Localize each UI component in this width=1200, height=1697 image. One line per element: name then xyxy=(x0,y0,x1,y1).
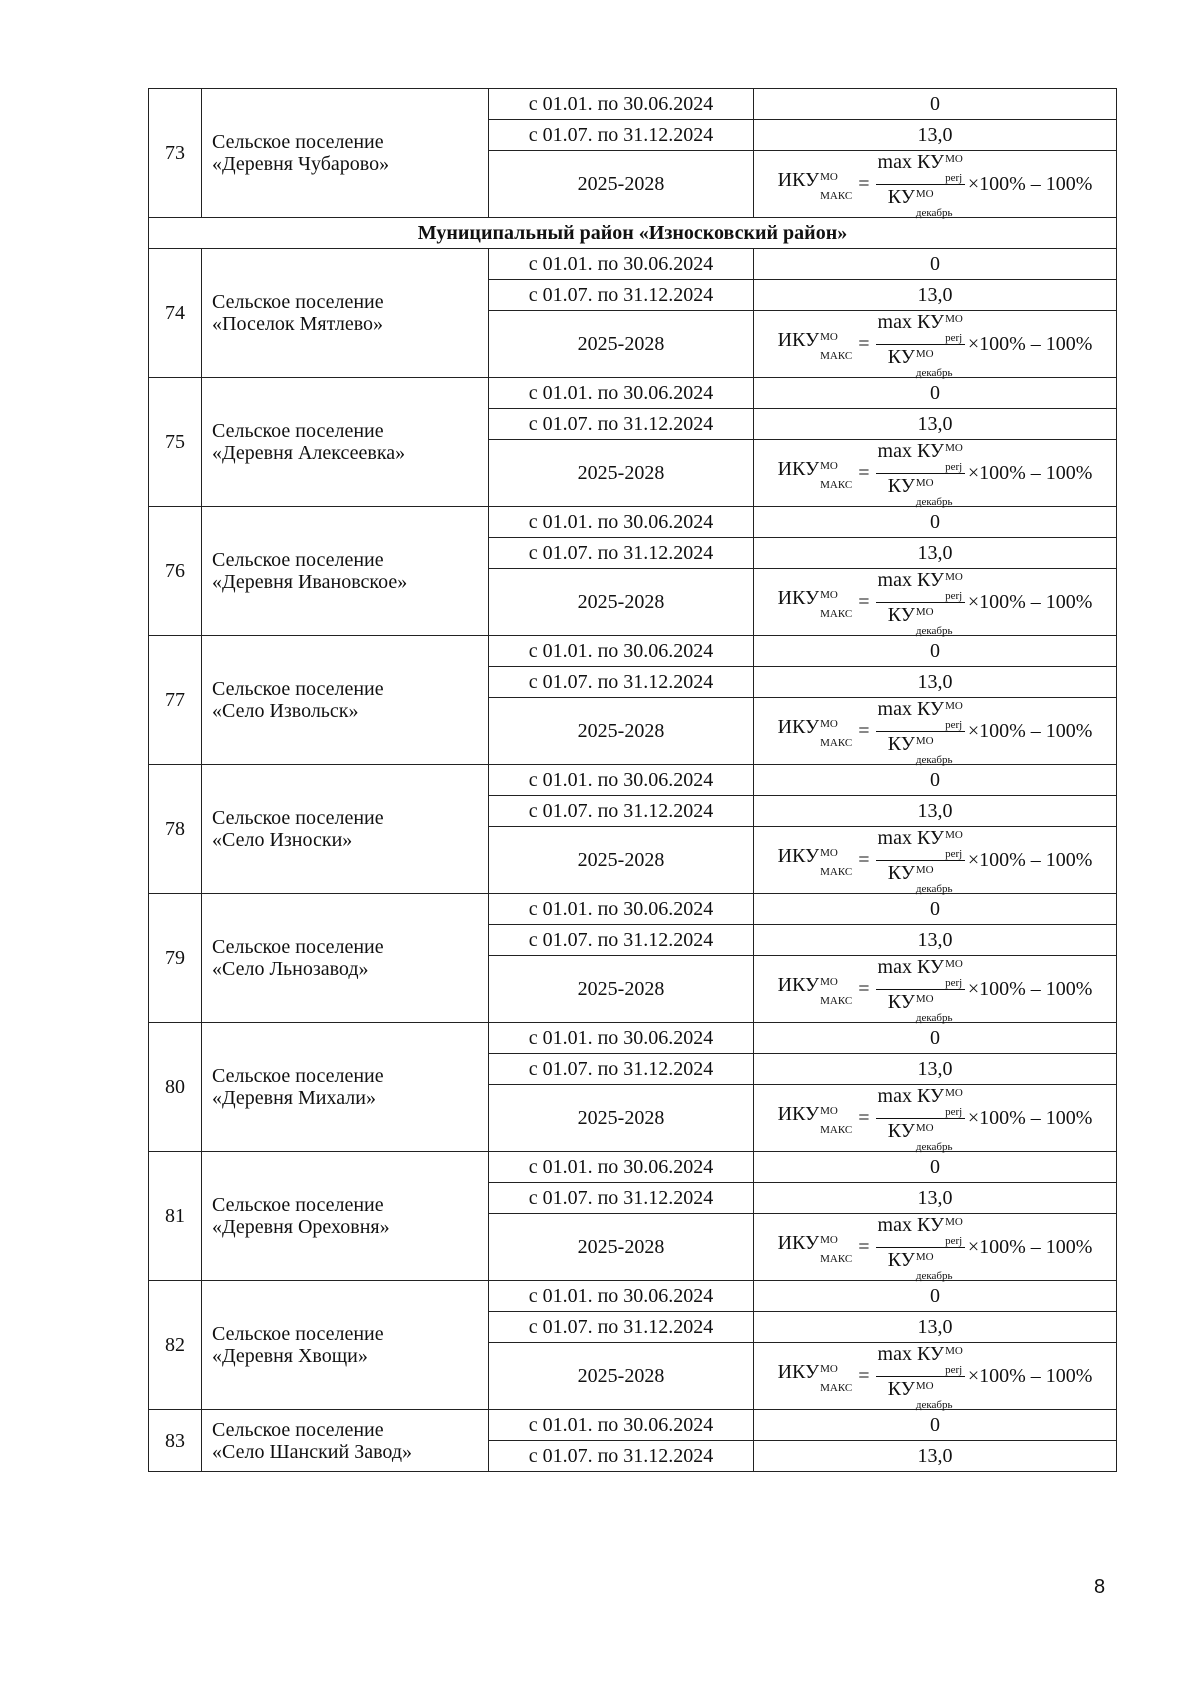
table-row xyxy=(149,765,1117,796)
table-row xyxy=(149,378,1117,409)
formula-cell xyxy=(754,440,1117,507)
value-cell: 13,0 xyxy=(754,1312,1117,1343)
index-formula: ИКУ МО МАКС = max КУ МО perj КУ МО декабрь ×100% – 100% xyxy=(777,569,1093,637)
period-cell: с 01.07. по 31.12.2024 xyxy=(489,667,754,698)
formula-lhs: ИКУ xyxy=(777,586,820,609)
index-formula: ИКУ МО МАКС = max КУ МО perj КУ МО декабрь ×100% – 100% xyxy=(777,827,1093,895)
section-title: Муниципальный район «Износковский район» xyxy=(149,218,1117,249)
value-cell: 13,0 xyxy=(754,925,1117,956)
formula-lhs: ИКУ xyxy=(777,457,820,480)
row-number: 79 xyxy=(149,894,202,1023)
value-cell: 13,0 xyxy=(754,280,1117,311)
value-cell: 0 xyxy=(754,1281,1117,1312)
settlement-title: «Поселок Мятлево» xyxy=(212,313,384,335)
formula-cell xyxy=(754,1343,1117,1410)
section-row xyxy=(149,218,1117,249)
formula-cell xyxy=(754,569,1117,636)
table-row xyxy=(149,1410,1117,1441)
period-cell: с 01.01. по 30.06.2024 xyxy=(489,894,754,925)
formula-lhs: ИКУ xyxy=(777,1360,820,1383)
page-number: 8 xyxy=(1094,1576,1106,1598)
formula-cell xyxy=(754,698,1117,765)
period-cell: с 01.07. по 31.12.2024 xyxy=(489,409,754,440)
table-row xyxy=(149,89,1117,120)
period-cell: с 01.07. по 31.12.2024 xyxy=(489,120,754,151)
settlement-title: «Село Извольск» xyxy=(212,700,359,722)
period-cell: с 01.01. по 30.06.2024 xyxy=(489,89,754,120)
formula-cell xyxy=(754,956,1117,1023)
settlement-type: Сельское поселение xyxy=(212,291,384,313)
settlement-name xyxy=(202,636,489,765)
period-cell: 2025-2028 xyxy=(489,440,754,507)
row-number: 78 xyxy=(149,765,202,894)
period-cell: 2025-2028 xyxy=(489,1085,754,1152)
formula-lhs: ИКУ xyxy=(777,715,820,738)
period-cell: с 01.01. по 30.06.2024 xyxy=(489,507,754,538)
value-cell: 13,0 xyxy=(754,409,1117,440)
settlement-type: Сельское поселение xyxy=(212,1194,384,1216)
period-cell: с 01.01. по 30.06.2024 xyxy=(489,1281,754,1312)
formula-lhs: ИКУ xyxy=(777,168,820,191)
settlement-title: «Деревня Ивановское» xyxy=(212,571,408,593)
index-formula: ИКУ МО МАКС = max КУ МО perj КУ МО декабрь ×100% – 100% xyxy=(777,956,1093,1024)
period-cell: 2025-2028 xyxy=(489,151,754,218)
settlement-title: «Деревня Ореховня» xyxy=(212,1216,390,1238)
settlement-name xyxy=(202,765,489,894)
row-number: 81 xyxy=(149,1152,202,1281)
value-cell: 0 xyxy=(754,507,1117,538)
period-cell: с 01.07. по 31.12.2024 xyxy=(489,538,754,569)
period-cell: с 01.01. по 30.06.2024 xyxy=(489,1152,754,1183)
period-cell: с 01.07. по 31.12.2024 xyxy=(489,1441,754,1472)
value-cell: 0 xyxy=(754,1410,1117,1441)
row-number: 75 xyxy=(149,378,202,507)
period-cell: 2025-2028 xyxy=(489,311,754,378)
row-number: 77 xyxy=(149,636,202,765)
period-cell: с 01.07. по 31.12.2024 xyxy=(489,1054,754,1085)
value-cell: 13,0 xyxy=(754,1441,1117,1472)
formula-cell xyxy=(754,827,1117,894)
settlement-title: «Деревня Чубарово» xyxy=(212,153,390,175)
period-cell: с 01.01. по 30.06.2024 xyxy=(489,636,754,667)
period-cell: с 01.07. по 31.12.2024 xyxy=(489,1312,754,1343)
period-cell: с 01.07. по 31.12.2024 xyxy=(489,925,754,956)
period-cell: с 01.01. по 30.06.2024 xyxy=(489,1023,754,1054)
period-cell: 2025-2028 xyxy=(489,956,754,1023)
settlement-name xyxy=(202,1023,489,1152)
period-cell: 2025-2028 xyxy=(489,1343,754,1410)
row-number: 74 xyxy=(149,249,202,378)
formula-cell xyxy=(754,311,1117,378)
value-cell: 0 xyxy=(754,765,1117,796)
value-cell: 13,0 xyxy=(754,667,1117,698)
period-cell: с 01.07. по 31.12.2024 xyxy=(489,796,754,827)
row-number: 83 xyxy=(149,1410,202,1472)
settlement-name xyxy=(202,89,489,218)
period-cell: 2025-2028 xyxy=(489,698,754,765)
table-row xyxy=(149,894,1117,925)
index-formula: ИКУ МО МАКС = max КУ МО perj КУ МО декабрь ×100% – 100% xyxy=(777,1085,1093,1153)
tariff-table xyxy=(148,88,1117,1472)
settlement-name xyxy=(202,894,489,1023)
period-cell: с 01.07. по 31.12.2024 xyxy=(489,1183,754,1214)
period-cell: с 01.01. по 30.06.2024 xyxy=(489,249,754,280)
formula-lhs: ИКУ xyxy=(777,844,820,867)
settlement-type: Сельское поселение xyxy=(212,1323,384,1345)
index-formula: ИКУ МО МАКС = max КУ МО perj КУ МО декабрь ×100% – 100% xyxy=(777,151,1093,219)
settlement-title: «Деревня Хвощи» xyxy=(212,1345,368,1367)
value-cell: 0 xyxy=(754,636,1117,667)
settlement-name xyxy=(202,1410,489,1472)
settlement-name xyxy=(202,507,489,636)
period-cell: с 01.01. по 30.06.2024 xyxy=(489,1410,754,1441)
formula-lhs: ИКУ xyxy=(777,1102,820,1125)
settlement-name xyxy=(202,249,489,378)
settlement-title: «Деревня Михали» xyxy=(212,1087,376,1109)
index-formula: ИКУ МО МАКС = max КУ МО perj КУ МО декабрь ×100% – 100% xyxy=(777,440,1093,508)
formula-lhs: ИКУ xyxy=(777,1231,820,1254)
row-number: 76 xyxy=(149,507,202,636)
value-cell: 0 xyxy=(754,1152,1117,1183)
row-number: 80 xyxy=(149,1023,202,1152)
formula-cell xyxy=(754,1085,1117,1152)
formula-cell xyxy=(754,151,1117,218)
period-cell: 2025-2028 xyxy=(489,1214,754,1281)
row-number: 82 xyxy=(149,1281,202,1410)
value-cell: 0 xyxy=(754,894,1117,925)
settlement-title: «Село Шанский Завод» xyxy=(212,1440,412,1463)
value-cell: 13,0 xyxy=(754,796,1117,827)
settlement-type: Сельское поселение xyxy=(212,131,384,153)
settlement-type: Сельское поселение xyxy=(212,549,384,571)
period-cell: 2025-2028 xyxy=(489,827,754,894)
settlement-name xyxy=(202,378,489,507)
table-row xyxy=(149,1023,1117,1054)
value-cell: 13,0 xyxy=(754,1054,1117,1085)
value-cell: 13,0 xyxy=(754,120,1117,151)
value-cell: 0 xyxy=(754,378,1117,409)
settlement-type: Сельское поселение xyxy=(212,678,384,700)
settlement-type: Сельское поселение xyxy=(212,807,384,829)
settlement-title: «Деревня Алексеевка» xyxy=(212,442,406,464)
value-cell: 13,0 xyxy=(754,538,1117,569)
settlement-name xyxy=(202,1281,489,1410)
settlement-type: Сельское поселение xyxy=(212,420,384,442)
period-cell: 2025-2028 xyxy=(489,569,754,636)
value-cell: 0 xyxy=(754,89,1117,120)
settlement-name xyxy=(202,1152,489,1281)
index-formula: ИКУ МО МАКС = max КУ МО perj КУ МО декабрь ×100% – 100% xyxy=(777,1343,1093,1411)
value-cell: 13,0 xyxy=(754,1183,1117,1214)
period-cell: с 01.01. по 30.06.2024 xyxy=(489,378,754,409)
value-cell: 0 xyxy=(754,1023,1117,1054)
formula-cell xyxy=(754,1214,1117,1281)
row-number: 73 xyxy=(149,89,202,218)
settlement-title: «Село Износки» xyxy=(212,829,353,851)
settlement-type: Сельское поселение xyxy=(212,1418,384,1441)
index-formula: ИКУ МО МАКС = max КУ МО perj КУ МО декабрь ×100% – 100% xyxy=(777,698,1093,766)
table-row xyxy=(149,507,1117,538)
index-formula: ИКУ МО МАКС = max КУ МО perj КУ МО декабрь ×100% – 100% xyxy=(777,1214,1093,1282)
settlement-type: Сельское поселение xyxy=(212,936,384,958)
period-cell: с 01.07. по 31.12.2024 xyxy=(489,280,754,311)
settlement-title: «Село Льнозавод» xyxy=(212,958,369,980)
table-row xyxy=(149,1152,1117,1183)
table-row xyxy=(149,1281,1117,1312)
period-cell: с 01.01. по 30.06.2024 xyxy=(489,765,754,796)
formula-lhs: ИКУ xyxy=(777,328,820,351)
settlement-type: Сельское поселение xyxy=(212,1065,384,1087)
table-row xyxy=(149,249,1117,280)
formula-lhs: ИКУ xyxy=(777,973,820,996)
value-cell: 0 xyxy=(754,249,1117,280)
index-formula: ИКУ МО МАКС = max КУ МО perj КУ МО декабрь ×100% – 100% xyxy=(777,311,1093,379)
table-row xyxy=(149,636,1117,667)
